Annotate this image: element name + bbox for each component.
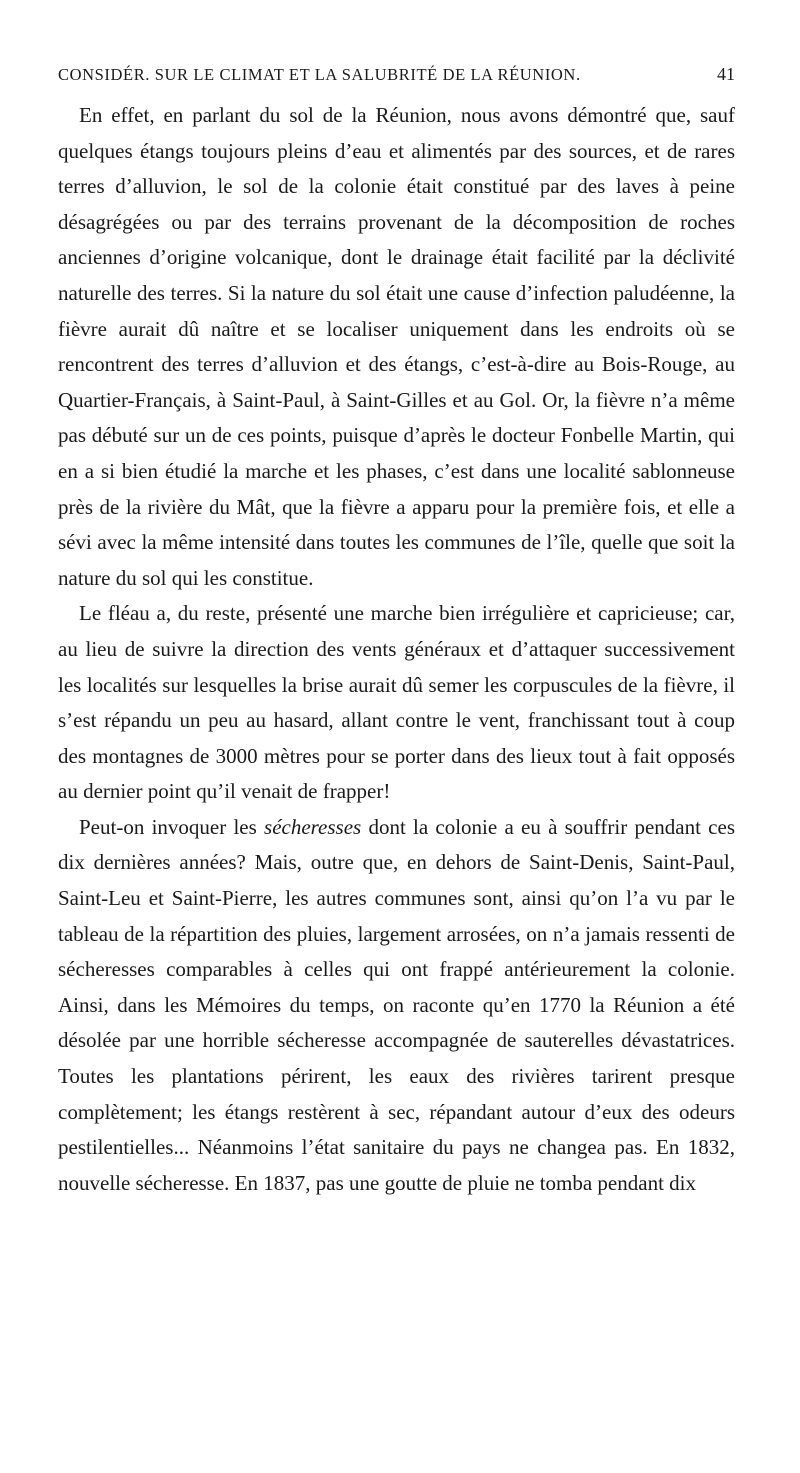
paragraph-3-text-start: Peut-on invoquer les xyxy=(79,814,265,839)
paragraph-1-text: En effet, en parlant du sol de la Réunion, nous avons démontré que, sauf quelques étangs toujours pleins d’eau et alimentés par des sources, et de rares terres d’alluvion, le sol de la colonie était constitué par des laves à peine désagrégées ou par des terrains provenant de la décomposition de roches anciennes d’origine volcanique, dont le drainage était facilité par la déclivité naturelle des terres. Si la nature du sol était une cause d’infection paludéenne, la fièvre aurait dû naître et se localiser uniquement dans les endroits où se rencontrent des terres d’alluvion et des étangs, c’est-à-dire au Bois-Rouge, au Quartier-Français, à Saint-Paul, à Saint-Gilles et au Gol. Or, la fièvre n’a même pas débuté sur un de ces points, puisque d’après le docteur Fonbelle Martin, qui en a si bien étudié la marche et les phases, c’est dans une localité sablonneuse près de la rivière du Mât, que la fièvre a apparu pour la première fois, et elle a sévi avec la même intensité dans toutes les communes de l’île, quelle que soit la nature du sol qui les constitue. xyxy=(58,103,735,590)
body-text xyxy=(58,98,735,1201)
paragraph-2-text: Le fléau a, du reste, présenté une marche bien irrégulière et capricieuse; car, au lieu de suivre la direction des vents généraux et d’attaquer successivement les localités sur lesquelles la brise aurait dû semer les corpuscules de la fièvre, il s’est répandu un peu au hasard, allant contre le vent, franchissant tout à coup des montagnes de 3000 mètres pour se porter dans des lieux tout à fait opposés au dernier point qu’il venait de frapper! xyxy=(58,601,735,804)
italic-term-secheresses: sécheresses xyxy=(264,814,362,839)
running-head xyxy=(58,64,735,90)
paragraph-1 xyxy=(58,98,735,596)
paragraph-2 xyxy=(58,596,735,810)
paragraph-3 xyxy=(58,810,735,1202)
page-number: 41 xyxy=(717,64,735,84)
running-title: CONSIDÉR. SUR LE CLIMAT ET LA SALUBRITÉ DE LA RÉUNION. xyxy=(58,65,581,84)
paragraph-3-text-end: dont la colonie a eu à souffrir pendant ces dix dernières années? Mais, outre que, en dehors de Saint-Denis, Saint-Paul, Saint-Leu et Saint-Pierre, les autres communes sont, ainsi qu’on l’a vu par le tableau de la répartition des pluies, largement arrosées, on n’a jamais ressenti de sécheresses comparables à celles qui ont frappé antérieurement la colonie. Ainsi, dans les Mémoires du temps, on raconte qu’en 1770 la Réunion a été désolée par une horrible sécheresse accompagnée de sauterelles dévastatrices. Toutes les plantations périrent, les eaux des rivières tarirent presque complètement; les étangs restèrent à sec, répandant autour d’eux des odeurs pestilentielles... Néanmoins l’état sanitaire du pays ne changea pas. En 1832, nouvelle sécheresse. En 1837, pas une goutte de pluie ne tomba pendant dix xyxy=(58,814,735,1195)
book-page xyxy=(58,64,735,1201)
